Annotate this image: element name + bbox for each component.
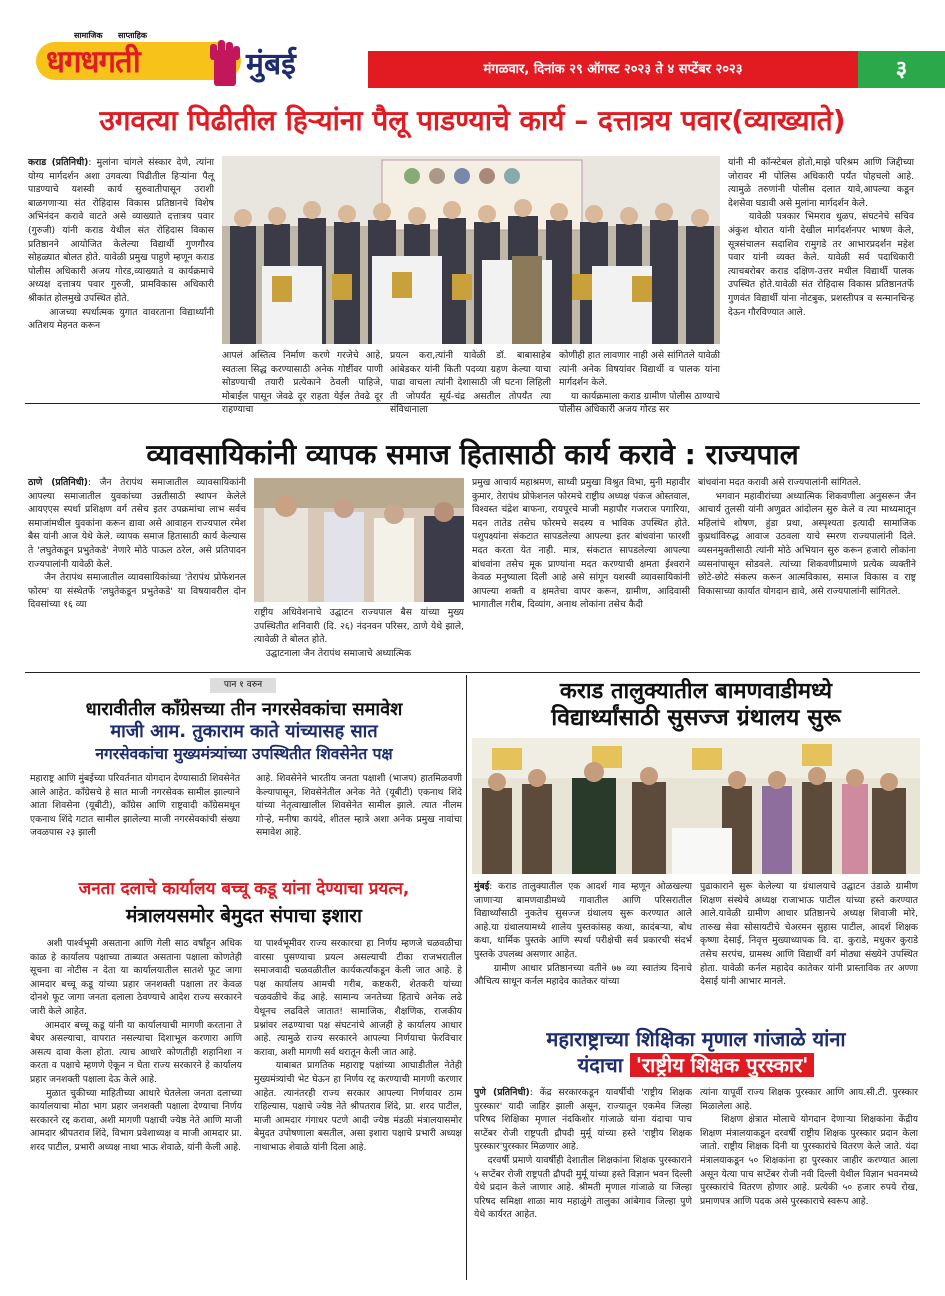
- logo: [36, 30, 371, 90]
- article3-headline-2: माजी आम. तुकाराम काते यांच्यासह सात: [110, 721, 378, 742]
- article1-col1: कराड (प्रतिनिधी): मुलांना चांगले संस्कार देणे, त्यांना योग्य मार्गदर्शन अशा उगवत्या पिढीतील हिऱ्यांना पैलू पाडण्याचे यशस्वी कार्य सुरुवातीपासून उराशी बाळगणाऱ्या संत रोहिदास विकास प्रतिष्ठानचे विशेष अभिनंदन करावे वाटते असे व्याख्याते दत्तात्रय पवार (गुरुजी) यांनी कराड येथील संत रोहिदास विकास प्रतिष्ठानने आयोजित केलेल्या विद्यार्थी गुणगौरव सोहळ्यात बोलत होते. यावेळी प्रमुख पाहुणे म्हणून कराड पोलीस अधिकारी अजय गोरड,व्याख्याते व कार्यक्रमाचे अध्यक्ष दत्तात्रय पवार गुरुजी, प्रामविकास अधिकारी श्रीकांत होलमुखे उपस्थित होते. आजच्या स्पर्धात्मक युगात वावरताना विद्यार्थ्यांनी अतिशय मेहनत करून: [28, 157, 214, 332]
- logo-main-text: धगधगती: [46, 44, 140, 80]
- article5-col1: मुंबई: कराड तालुक्यातील एक आदर्श गाव म्हणून ओळखल्या जाणाऱ्या बामणवाडीमध्ये गावातील आणि परिसरातील विद्यार्थ्यांसाठी नुकतेच सुसज्ज ग्रंथालय सुरू करण्यात आले आहे.या ग्रंथालयामध्ये शालेय पुस्तकांसह कथा, कादंबऱ्या, बोध कथा, धार्मिक पुस्तके आणि स्पर्धा परीक्षेची सर्व प्रकारची संदर्भ पुस्तके उपलब्ध असणार आहेत. ग्रामीण आधार प्रतिष्ठानच्या वतीने ७७ व्या स्वातंत्र्य दिनाचे औचित्य साधून कर्नल महादेव कातेकर यांच्या: [474, 881, 693, 988]
- article5-headline-1: कराड तालुक्यातील बामणवाडीमध्ये: [559, 679, 833, 704]
- page-number: ३: [895, 57, 908, 82]
- divider-2: [25, 672, 920, 673]
- page-number-box: [858, 51, 945, 88]
- divider-1: [25, 403, 920, 404]
- masthead: [0, 0, 945, 100]
- article1-col3: प्रयत्न करा,त्यांनी यावेळी डॉ. बाबासाहेब आंबेडकर यांनी किती पदव्या ग्रहण केल्या याचा पाढा वाचला त्यांनी देशासाठी जी घटना लिहिली ती जोपर्यंत सूर्य-चंद्र असतील तोपर्यंत त्या संविधानाला: [390, 350, 551, 416]
- continued-tag: पान १ वरुन: [210, 678, 276, 693]
- article4-headline-1: जनता दलाचे कार्यालय बच्चू कडू यांना देण्याचा प्रयत्न,: [78, 879, 410, 899]
- article1-col2: आपलं अस्तित्व निर्माण करणे गरजेचे आहे, स्वतःला सिद्ध करण्यासाठी अनेक गोष्टींवर पाणी सोडण्याची तयारी प्रत्येकाने ठेवली पाहिजे, मोबाईल पासून जेवढे दूर राहता येईल तेवढे दूर राहण्याचा: [222, 350, 383, 416]
- article2-col1: ठाणे (प्रतिनिधी): जैन तेरापंथ समाजातील व्यावसायिकांनी आपल्या समाजातील युवकांच्या उन्नतीसाठी स्थापन केलेले आयएएस स्पर्धा प्रशिक्षण वर्ग तसेच इतर उपक्रमांचा लाभ सर्वच समाजांमधील युवकांना करून द्यावा असे आवाहन राज्यपाल रमेश बैस यांनी आज येथे केले. व्यापक समाज हितासाठी कार्य केल्यास ते 'लघुतेकडून प्रभुतेकडे' नेणारे मोठे पाऊल ठरेल, असे प्रतिपादन राज्यपालांनी यावेळी केले. जैन तेरापंथ समाजातील व्यावसायिकांच्या 'तेरापंथ प्रोफेशनल फोरम' या संस्थेतर्फे 'लघुतेकडून प्रभुतेकडे' या विषयावरील दोन दिवसांच्या १६ व्या: [28, 477, 246, 611]
- article2-caption: राष्ट्रीय अधिवेशनाचे उद्घाटन राज्यपाल बैस यांच्या मुख्य उपस्थितीत शनिवारी (दि. २६) नंदनवन परिसर, ठाणे येथे झाले, त्यावेळी ते बोलत होते. उद्घाटनाला जैन तेरापंथ समाजाचे अध्यात्मिक: [254, 607, 464, 659]
- article2-headline: व्यावसायिकांनी व्यापक समाज हितासाठी कार्य करावे : राज्यपाल: [146, 438, 799, 471]
- article6-dateline: पुणे (प्रतिनिधी): [474, 1087, 530, 1098]
- article6-col1: पुणे (प्रतिनिधी): केंद्र सरकारकडून यावर्षीची 'राष्ट्रीय शिक्षक पुरस्कार' यादी जाहिर झाली असून, राज्यातून एकमेव जिल्हा परिषद शिक्षिका मृणाल नंदकिशोर गांजाळे यांना यंदाचा पाच सप्टेंबर रोजी राष्ट्रपती द्रौपदी मुर्मू यांच्या हस्ते 'राष्ट्रीय शिक्षक पुरस्कार'पुरस्कार मिळणार आहे. दरवर्षी प्रमाणे यावर्षीही देशातील शिक्षकांना शिक्षक पुरस्काराने ५ सप्टेंबर रोजी राष्ट्रपती द्रौपदी मुर्मू यांच्या हस्ते विज्ञान भवन दिल्ली येथे प्रदान केले जाणार आहे. श्रीमती मृणाल गांजाळे या जिल्हा परिषद समिक्षा शाळा माय महाळुंगे तालुका आंबेगाव जिल्हा पुणे येथे कार्यरत आहेत.: [474, 1087, 693, 1221]
- article6-headline-1: महाराष्ट्राच्या शिक्षिका मृणाल गांजाळे यांना: [546, 1027, 846, 1051]
- article4-col2: या पार्श्वभूमीवर राज्य सरकारचा हा निर्णय म्हणजे चळवळीचा वारसा पुसण्याचा प्रयत्न असल्याची टीका राजभरातील समाजवादी चळवळीतील कार्यकर्त्यांकडून केली जात आहे. हे पक्ष कार्यालय आमची गरीब, कष्टकरी, शेतकरी यांच्या चळवळीचे केंद्र आहे. सामान्य जनतेच्या हिताचे अनेक लढे येथूनच लढविले जातात! सामाजिक, शैक्षणिक, राजकीय प्रश्नांवर लढण्याचा पक्ष संघटनांचे आजही हे कार्यालय आधार आहे. त्यामुळे राज्य सरकारने आपल्या निर्णयाचा फेरविचार करावा, अशी मागणी सर्व थरातून केली जात आहे. याबाबत प्रागतिक महाराष्ट्र पक्षांच्या आघाडीतील नेतेही मुख्यमंत्र्यांची भेट घेऊन हा निर्णय रद्द करण्याची मागणी करणार आहेत. त्यानंतरही राज्य सरकार आपल्या निर्णयावर ठाम राहिल्यास, पक्षाचे ज्येष्ठ नेते श्रीपतराव शिंदे, प्रा. शरद पाटील, माजी आमदार गंगाधर पटणे आदी ज्येष्ठ मंडळी मंत्रालयासमोर बेमुदत उपोषणाला बसतील, असा इशारा पक्षाचे प्रभारी अध्यक्ष नाथाभाऊ शेवाळे यांनी दिला आहे.: [254, 938, 462, 1153]
- fist-icon: [202, 38, 244, 88]
- article4-headline-2: मंत्रालयसमोर बेमुदत संपाचा इशारा: [126, 905, 362, 927]
- article2-dateline: ठाणे (प्रतिनिधी): [28, 477, 88, 488]
- article6-col2: त्यांना यापूर्वी राज्य शिक्षक पुरस्कार आणि आय.सी.टी. पुरस्कार मिळालेला आहे. शिक्षण क्षेत्रात मोलाचे योगदान देणाऱ्या शिक्षकांना केंद्रीय शिक्षण मंत्रालयाकडून दरवर्षी राष्ट्रीय शिक्षक पुरस्कार प्रदान केला जातो. राष्ट्रीय शिक्षक दिनी या पुरस्कारांचे वितरण केले जाते. यंदा मंत्रालयाकडून ५० शिक्षकांना हा पुरस्कार जाहीर करण्यात आला असून येत्या पाच सप्टेंबर रोजी नवी दिल्ली येथील विज्ञान भवनमध्ये पुरस्कारांचे वितरण होणार आहे. प्रत्येकी ५० हजार रुपये रोख, प्रमाणपत्र आणि पदक असे पुरस्काराचे स्वरूप आहे.: [700, 1087, 918, 1207]
- article1-col5: यांनी मी कॉन्स्टेबल होतो,माझे परिश्रम आणि जिद्दीच्या जोरावर मी पोलिस अधिकारी पर्यंत पोहचलो आहे. त्यामुळे तरुणांनी पोलीस दलात यावे,आपल्या कडून देशसेवा घडावी असे मुलांना मार्गदर्शन केले. यावेळी पत्रकार भिमराव धुळप, संघटनेचे सचिव अंकुश थोरात यांनी देखील मार्गदर्शनपर भाषण केले, सूत्रसंचालन सदाशिव रामुगडे तर आभारप्रदर्शन महेश पवार यांनी व्यक्त केले. यावेळी सर्व पदाधिकारी त्याचबरोबर कराड दक्षिण-उत्तर मधील विद्यार्थी पालक उपस्थित होते.यावेळी संत रोहिदास विकास प्रतिष्ठानतर्फे गुणवंत विद्यार्थी यांना नोटबुक, प्रशस्तीपत्र व सन्मानचिन्ह देऊन गौरविण्यात आले.: [728, 157, 914, 318]
- article1-photo: [222, 156, 720, 344]
- article2-photo: [254, 478, 464, 602]
- article6-headline-2: यंदाचा 'राष्ट्रीय शिक्षक पुरस्कार': [472, 1054, 920, 1076]
- logo-city-text: मुंबई: [246, 47, 296, 82]
- logo-tag-1: सामाजिक: [74, 31, 103, 40]
- article3-headline-3: नगरसेवकांचा मुख्यमंत्र्यांच्या उपस्थितीत शिवसेनेत पक्ष: [95, 745, 393, 763]
- logo-tag-2: साप्ताहिक: [118, 31, 148, 40]
- article2-col4: बांधवांना मदत करावी असे राज्यपालांनी सांगितले. भगवान महावीरांच्या अध्यात्मिक शिकवणीला अनुसरून जैन आचार्य तुलसी यांनी अणुव्रत आंदोलन सुरु केले व त्या माध्यमातून महिलांचे शोषण, हुंडा प्रथा, अस्पृश्यता इत्यादी सामाजिक कुप्रथांविरुद्ध आवाज उठवला याचे स्मरण राज्यपालांनी दिले. व्यसनमुक्तीसाठी त्यांनी मोठे अभियान सुरु करून हजारो लोकांना व्यसनांपासून सोडवले. त्यांच्या शिकवणीप्रमाणे प्रत्येक व्यक्तीने छोटे-छोटे संकल्प करून आत्मविकास, समाज विकास व राष्ट्र विकासाच्या कार्यात योगदान द्यावे, असे राज्यपालांनी सांगितले.: [698, 477, 916, 597]
- divider-vertical: [466, 675, 467, 1280]
- article5-dateline: मुंबई: [474, 881, 490, 892]
- article3-col1: महाराष्ट्र आणि मुंबईच्या परिवर्तनात योगदान देण्यासाठी शिवसेनेत आले आहेत. काँग्रेसचे हे सात माजी नगरसेवक सामील झाल्याने आता शिवसेना (यूबीटी), काँग्रेस आणि राष्ट्रवादी काँग्रेसमधून एकनाथ शिंदे गटात सामील झालेल्या माजी नगरसेवकांची संख्या जवळपास २३ झाली: [30, 773, 240, 839]
- article3-col2: आहे. शिवसेनेने भारतीय जनता पक्षाशी (भाजप) हातमिळवणी केल्यापासून, शिवसेनेतील अनेक नेते (यूबीटी) एकनाथ शिंदे यांच्या नेतृत्वाखालील शिवसेनेत सामील झाले. त्यात नीलम गोऱ्हे, मनीषा कायंदे, शीतल म्हात्रे अशा अनेक प्रमुख नावांचा समावेश आहे.: [256, 773, 462, 839]
- date-banner: [368, 51, 858, 88]
- article4-col1: अशी पार्श्वभूमी असताना आणि गेली साठ वर्षांहून अधिक काळ हे कार्यालय पक्षाच्या ताब्यात असताना पक्षाला कोणतेही सूचना वा नोटीस न देता या कार्यालयातील सातशे फूट जागा आमदार बच्चू कडू यांच्या प्रहार जनशक्ती पक्षाला तर केवळ दोनशे फूट जागा जनता दलाला ठेवण्याचे आदेश राज्य सरकारने जारी केले आहेत. आमदार बच्चू कडू यांनी या कार्यालयाची मागणी करताना ते बेघर असल्याचा, वापरात नसल्याचा दिशाभूल करणारा आणि असत्य दावा केला होता. त्याच आधारे कोणतीही शहानिशा न करता व पक्षाचे म्हणणे ऐकून न घेता राज्य सरकारने हे कार्यालय प्रहार जनशक्ती पक्षाला देऊ केले आहे. मुळात चुकीच्या माहितीच्या आधारे घेतलेला जनता दलाच्या कार्यालयाचा मोठा भाग प्रहार जनशक्ती पक्षाला देण्याचा निर्णय सरकारने रद्द करावा, अशी मागणी पक्षाची ज्येष्ठ नेते आणि माजी आमदार श्रीपतराव शिंदे, विभाग प्रवेशाध्यक्ष व माजी आमदार प्रा. शरद पाटील, प्रभारी अध्यक्ष नाथा भाऊ शेवाळे, यांनी केली आहे.: [30, 938, 242, 1153]
- article5-col2: पुढाकाराने सुरू केलेल्या या ग्रंथालयाचे उद्घाटन उंडाळे ग्रामीण शिक्षण संस्थेचे अध्यक्ष राजाभाऊ पाटील यांच्या हस्ते करण्यात आले.यावेळी ग्रामीण आधार प्रतिष्ठानचे अध्यक्ष शिवाजी मोरे, तारुख सेवा सोसायटीचे चेअरमन सुहास पाटील, आदर्श शिक्षक कृष्णा देसाई, निवृत्त मुख्याध्यापक वि. दा. कुराडे, मधुकर कुराडे तसेच सरपंच, ग्रामस्थ आणि विद्यार्थी वर्ग मोठ्या संख्येने उपस्थित होता. यावेळी कर्नल महादेव कातेकर यांनी प्रास्ताविक तर अण्णा देसाई यांनी आभार मानले.: [700, 881, 918, 988]
- award-highlight: 'राष्ट्रीय शिक्षक पुरस्कार': [630, 1053, 815, 1077]
- article1-dateline: कराड (प्रतिनिधी): [28, 157, 89, 168]
- article1-col4: कोणीही हात लावणार नाही असे सांगितले यावेळी त्यांनी अनेक विषयांवर विद्यार्थी व पालक यांना मार्गदर्शन केले. या कार्यक्रमाला कराड ग्रामीण पोलीस ठाण्याचे पोलीस अधिकारी अजय गोरड सर: [559, 350, 720, 416]
- article5-photo: [472, 738, 920, 874]
- issue-date: मंगळवार, दिनांक २९ ऑगस्ट २०२३ ते ४ सप्टेंबर २०२३: [483, 62, 743, 77]
- article2-col3: प्रमुख आचार्य महाश्रमण, साध्वी प्रमुखा विश्रुत विभा, मुनी महावीर कुमार, तेरापंथ प्रोफेशनल फोरमचे राष्ट्रीय अध्यक्ष पंकज ओस्तवाल, विश्वस्त चंद्रेश बाफना, रायपूरचे माजी महापौर गजराज पगारिया, मदन तातेड तसेच फोरमचे सदस्य व भाविक उपस्थित होते. पशुपक्ष्यांना संकटात सापडलेल्या आपल्या इतर बांधवांना फारशी मदत करता येत नाही. मात्र, संकटात सापडलेल्या आपल्या बांधवांना तसेच मूक प्राण्यांना मदत करण्याची क्षमता ईश्वराने केवळ मनुष्याला दिली आहे असे सांगून यशस्वी व्यावसायिकांनी आपल्या शक्ती व क्षमतेचा वापर करून, ग्रामीण, आदिवासी भागातील गरीब, दिव्यांग, अनाथ लोकांना तसेच कैदी: [472, 477, 690, 611]
- article3-headline-1: धारावीतील काँग्रेसच्या तीन नगरसेवकांचा समावेश: [85, 699, 403, 720]
- article5-headline-2: विद्यार्थ्यांसाठी सुसज्ज ग्रंथालय सुरू: [551, 705, 841, 731]
- article1-headline: उगवत्या पिढीतील हिऱ्यांना पैलू पाडण्याचे कार्य – दत्तात्रय पवार(व्याख्याते): [99, 104, 846, 137]
